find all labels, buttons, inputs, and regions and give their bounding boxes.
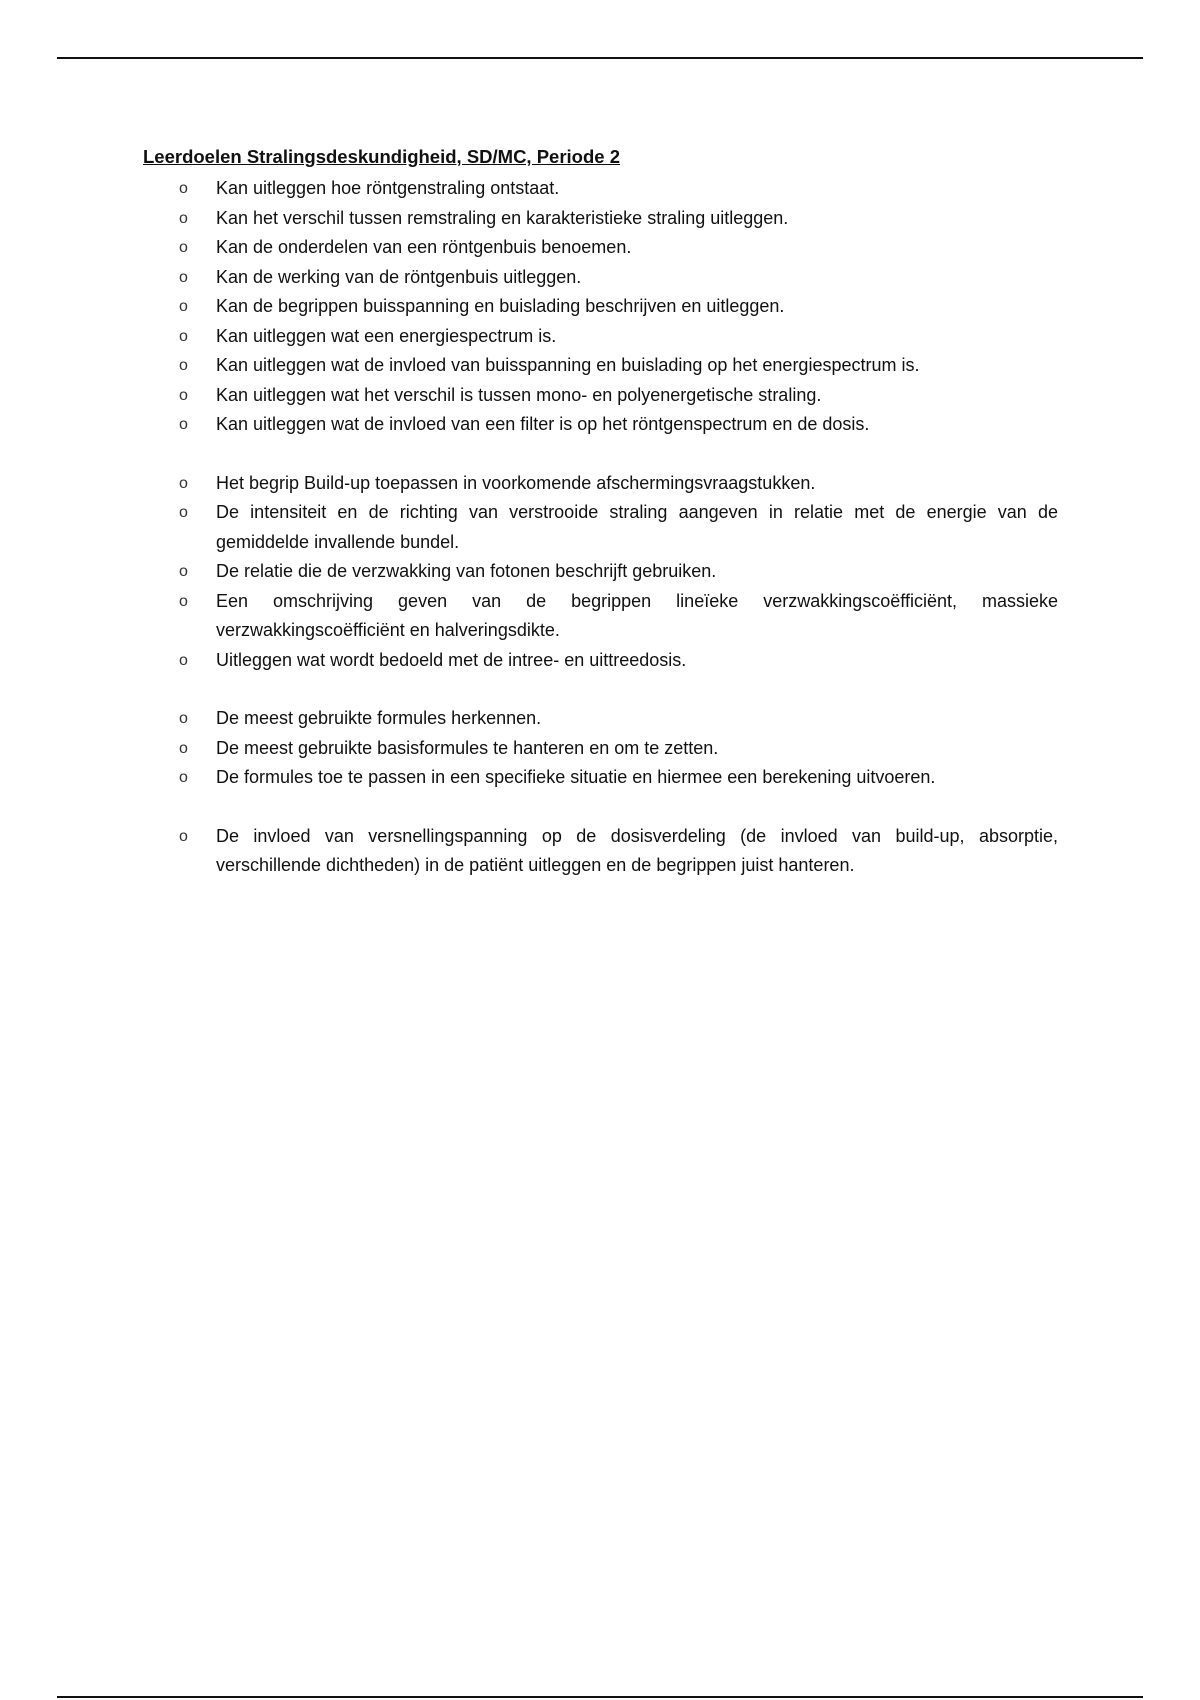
bullet-icon: o <box>179 180 188 197</box>
bullet-icon: o <box>179 827 188 845</box>
bullet-icon: o <box>179 474 188 492</box>
bullet-icon: o <box>179 504 188 521</box>
list-item: o Kan het verschil tussen remstraling en karakteristieke straling uitleggen. <box>143 204 1058 234</box>
list-item: o Kan de onderdelen van een röntgenbuis benoemen. <box>143 233 1058 263</box>
list-item: o Kan uitleggen wat de invloed van een filter is op het röntgenspectrum en de dosis. <box>143 410 1058 440</box>
list-item: o Uitleggen wat wordt bedoeld met de intree- en uittreedosis. <box>143 646 1058 676</box>
list-item: o De invloed van versnellingspanning op de dosisverdeling (de invloed van build-up, absorptie, verschillende dichtheden) in de patiënt uitleggen en de begrippen juist hanteren. <box>143 822 1058 881</box>
bullet-icon: o <box>179 327 188 345</box>
list-item: o De meest gebruikte basisformules te hanteren en om te zetten. <box>143 734 1058 764</box>
document-body <box>143 146 1058 910</box>
bullet-icon: o <box>179 739 188 757</box>
list-item: o De intensiteit en de richting van verstrooide straling aangeven in relatie met de energie van de gemiddelde invallende bundel. <box>143 498 1058 557</box>
list-item: o Het begrip Build-up toepassen in voorkomende afschermingsvraagstukken. <box>143 469 1058 499</box>
bullet-icon: o <box>179 386 188 404</box>
footer-rule <box>57 1696 1143 1698</box>
list-item: o Kan de begrippen buisspanning en buislading beschrijven en uitleggen. <box>143 292 1058 322</box>
objectives-group-2 <box>143 469 1058 676</box>
bullet-icon: o <box>179 298 188 315</box>
bullet-icon: o <box>179 239 188 256</box>
document-title: Leerdoelen Stralingsdeskundigheid, SD/MC, Periode 2 <box>143 146 620 167</box>
bullet-icon: o <box>179 357 188 374</box>
list-item: o De meest gebruikte formules herkennen. <box>143 704 1058 734</box>
bullet-icon: o <box>179 651 188 669</box>
bullet-icon: o <box>179 416 188 433</box>
list-item: o Een omschrijving geven van de begrippen lineïeke verzwakkingscoëfficiënt, massieke verzwakkingscoëfficiënt en halveringsdikte. <box>143 587 1058 646</box>
list-item: o De relatie die de verzwakking van fotonen beschrijft gebruiken. <box>143 557 1058 587</box>
objectives-group-1 <box>143 174 1058 440</box>
header-rule <box>57 57 1143 59</box>
bullet-icon: o <box>179 769 188 786</box>
list-item: o Kan uitleggen wat een energiespectrum is. <box>143 322 1058 352</box>
list-item: o Kan de werking van de röntgenbuis uitleggen. <box>143 263 1058 293</box>
list-item: o Kan uitleggen wat de invloed van buisspanning en buislading op het energiespectrum is. <box>143 351 1058 381</box>
list-item: o De formules toe te passen in een specifieke situatie en hiermee een berekening uitvoeren. <box>143 763 1058 793</box>
objectives-group-3 <box>143 704 1058 793</box>
bullet-icon: o <box>179 592 188 610</box>
bullet-icon: o <box>179 268 188 286</box>
bullet-icon: o <box>179 710 188 727</box>
list-item: o Kan uitleggen hoe röntgenstraling ontstaat. <box>143 174 1058 204</box>
bullet-icon: o <box>179 563 188 580</box>
objectives-group-4 <box>143 822 1058 881</box>
list-item: o Kan uitleggen wat het verschil is tussen mono- en polyenergetische straling. <box>143 381 1058 411</box>
bullet-icon: o <box>179 209 188 227</box>
